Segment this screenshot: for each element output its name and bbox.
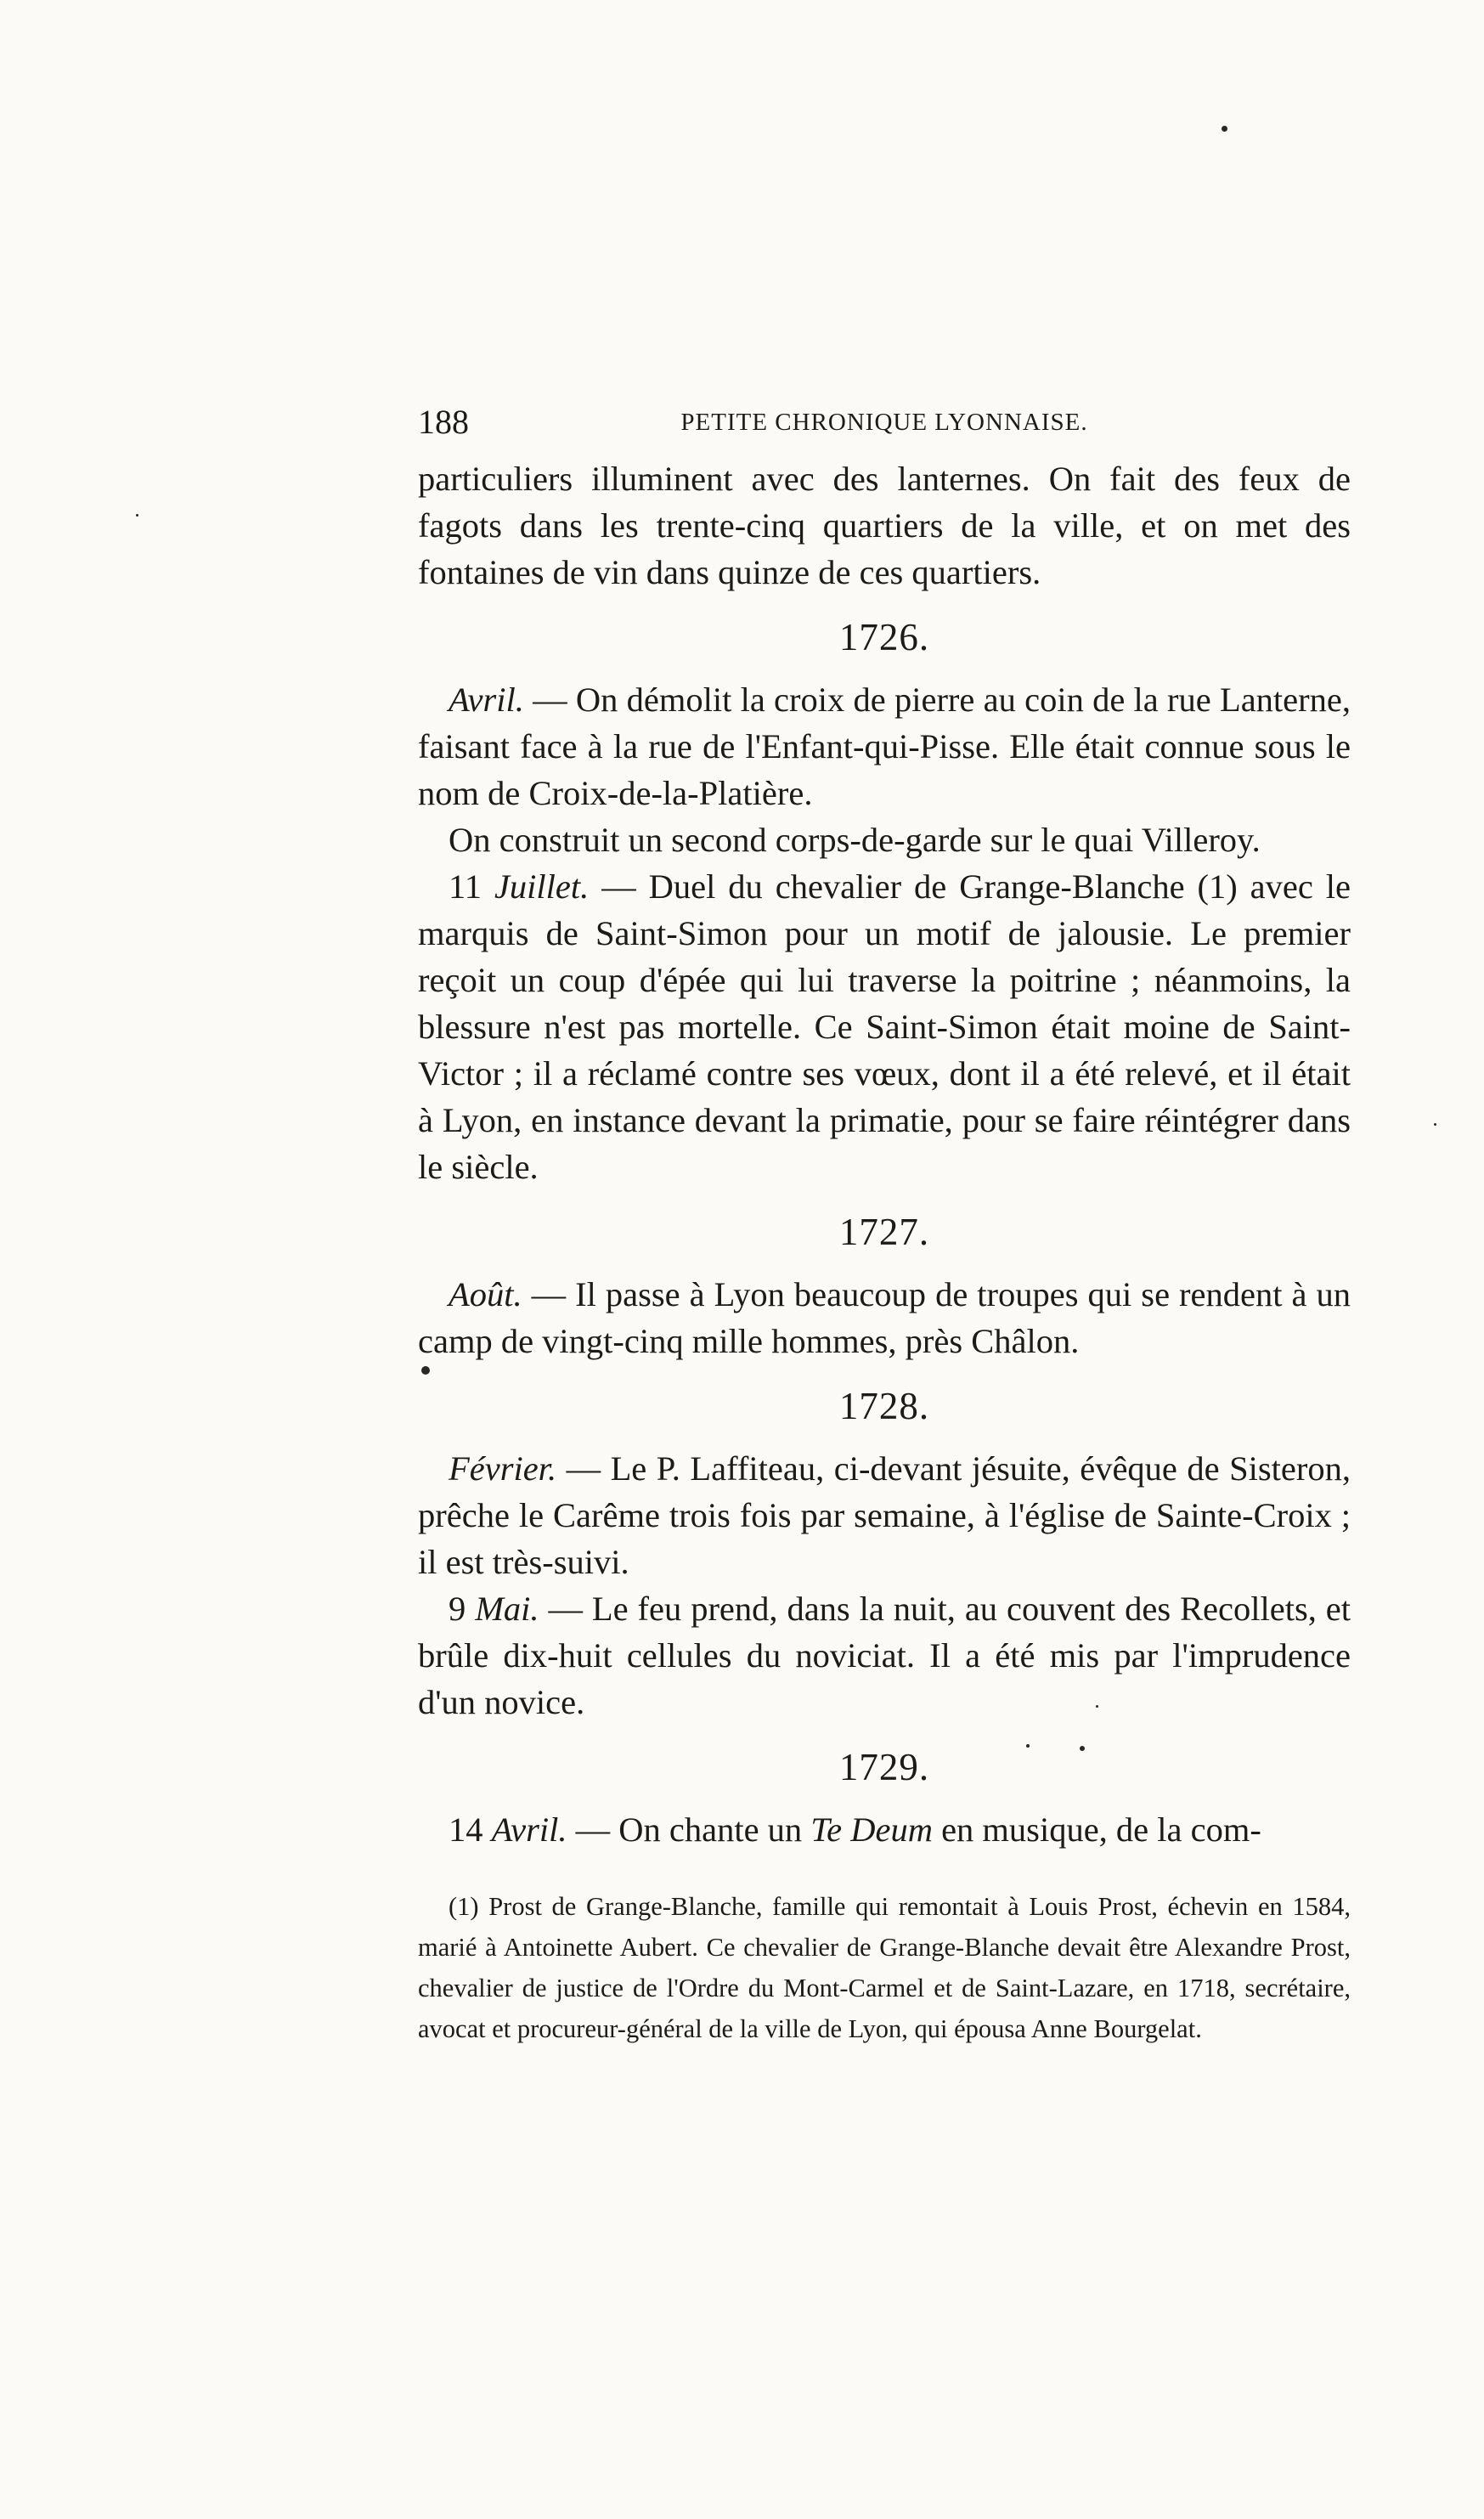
- entry-day: 14: [449, 1810, 492, 1849]
- entry-text: — Duel du chevalier de Grange-Blanche (1) avec le marquis de Saint-Simon pour un motif de jalousie. Le premier reçoit un coup d'épée qui lui traverse la poitrine ; néanmoins, la blessure n'est pas mortelle. Ce Saint-Simon était moine de Saint-Victor ; il a réclamé contre ses vœux, dont il a été relevé, et il était à Lyon, en instance devant la primatie, pour se faire réintégrer dans le siècle.: [418, 867, 1351, 1186]
- entry-1726-july: [418, 863, 1351, 1190]
- entry-text: — Le feu prend, dans la nuit, au couvent des Recollets, et brûle dix-huit cellules du noviciat. Il a été mis par l'imprudence d'un novice.: [418, 1590, 1351, 1721]
- scan-speck: [1222, 126, 1227, 132]
- entry-text: en musique, de la com-: [932, 1810, 1261, 1849]
- year-heading-1728: 1728.: [838, 1385, 930, 1427]
- entry-text: — On chante un: [567, 1810, 811, 1849]
- footnote-text: (1) Prost de Grange-Blanche, famille qui remontait à Louis Prost, échevin en 1584, marié à Antoinette Aubert. Ce chevalier de Grange-Blanche devait être Alexandre Prost, chevalier de justice de l'Ordre du Mont-Carmel et de Saint-Lazare, en 1718, secrétaire, avocat et procureur-général de la ville de Lyon, qui épousa Anne Bourgelat.: [418, 1892, 1351, 2043]
- entry-day: 9: [449, 1590, 476, 1628]
- entry-1726-april: [418, 676, 1351, 816]
- scan-speck: [421, 1366, 430, 1375]
- entry-date: Juillet.: [494, 867, 590, 906]
- scan-speck: [136, 514, 138, 517]
- running-title: PETITE CHRONIQUE LYONNAISE.: [680, 409, 1088, 436]
- entry-1727-august: [418, 1271, 1351, 1364]
- page-header: [418, 399, 1351, 445]
- continued-paragraph: particuliers illuminent avec des lanternes. On fait des feux de fagots dans les trente-cinq quartiers de la ville, et on met des fontaines de vin dans quinze de ces quartiers.: [418, 460, 1351, 591]
- entry-day: 11: [449, 867, 494, 906]
- year-heading-1726: 1726.: [838, 616, 930, 658]
- year-heading-1727: 1727.: [838, 1211, 930, 1253]
- entry-date: Avril.: [491, 1810, 567, 1849]
- entry-1729-april: [418, 1806, 1351, 1853]
- entry-1726-guardhouse: On construit un second corps-de-garde sur le quai Villeroy.: [449, 821, 1261, 859]
- entry-date: Août.: [449, 1275, 522, 1313]
- entry-date: Mai.: [475, 1590, 539, 1628]
- scan-speck: [1434, 1123, 1436, 1126]
- entry-text: — Il passe à Lyon beaucoup de troupes qui se rendent à un camp de vingt-cinq mille hommes, près Châlon.: [418, 1275, 1351, 1360]
- entry-1728-may: [418, 1585, 1351, 1725]
- entry-text: — On démolit la croix de pierre au coin de la rue Lanterne, faisant face à la rue de l'Enfant-qui-Pisse. Elle était connue sous le nom de Croix-de-la-Platière.: [418, 681, 1351, 812]
- entry-italic-title: Te Deum: [810, 1810, 933, 1849]
- main-text: [418, 455, 1351, 1853]
- entry-date: Février.: [449, 1449, 557, 1488]
- entry-date: Avril.: [449, 681, 524, 719]
- year-heading-1729: 1729.: [838, 1746, 930, 1788]
- footnote: [418, 1886, 1351, 2049]
- entry-text: — Le P. Laffiteau, ci-devant jésuite, évêque de Sisteron, prêche le Carême trois fois par semaine, à l'église de Sainte-Croix ; il est très-suivi.: [418, 1449, 1351, 1581]
- scan-speck: [1026, 1744, 1030, 1748]
- scan-speck: [1096, 1705, 1098, 1708]
- scan-speck: [1080, 1746, 1085, 1751]
- page-number: 188: [418, 403, 469, 441]
- entry-1728-february: [418, 1445, 1351, 1585]
